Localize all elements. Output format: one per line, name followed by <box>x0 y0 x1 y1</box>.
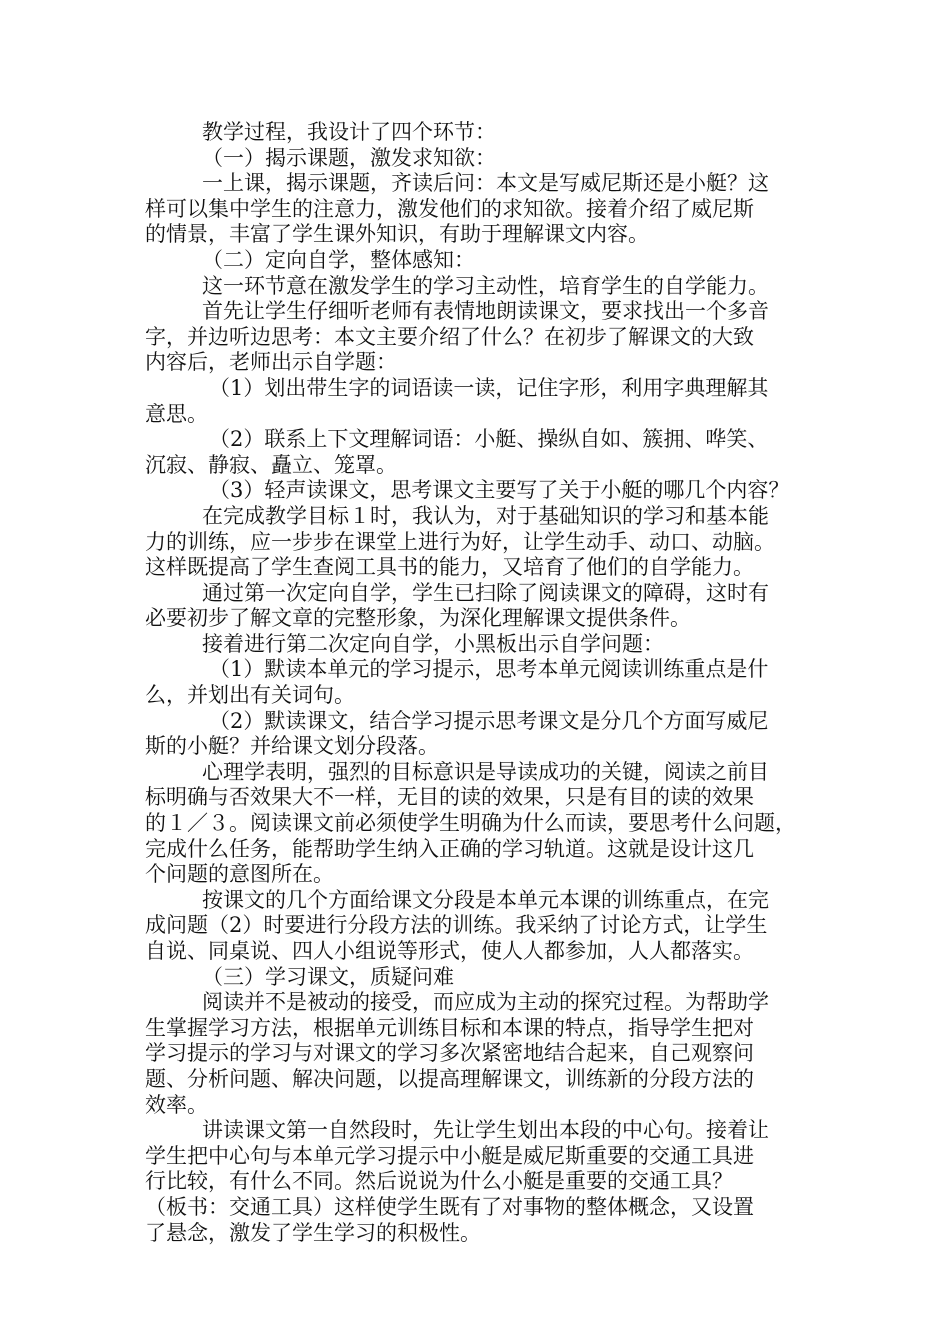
paragraph-line: 学生把中心句与本单元学习提示中小艇是威尼斯重要的交通工具进 <box>145 1143 754 1168</box>
paragraph-line: 必要初步了解文章的完整形象，为深化理解课文提供条件。 <box>145 606 691 631</box>
paragraph-line: 内容后，老师出示自学题： <box>145 350 397 375</box>
paragraph-line: 讲读课文第一自然段时，先让学生划出本段的中心句。接着让 <box>202 1118 769 1143</box>
paragraph-line: （一）揭示课题，激发求知欲： <box>202 145 496 170</box>
paragraph-line: 了悬念，激发了学生学习的积极性。 <box>145 1220 481 1245</box>
paragraph-line: 学习提示的学习与对课文的学习多次紧密地结合起来，自己观察问 <box>145 1041 754 1066</box>
paragraph-line: 斯的小艇？并给课文划分段落。 <box>145 734 439 759</box>
paragraph-line: 字，并边听边思考：本文主要介绍了什么？在初步了解课文的大致 <box>145 324 754 349</box>
paragraph-line: 标明确与否效果大不一样，无目的读的效果，只是有目的读的效果 <box>145 785 754 810</box>
paragraph-line: 按课文的几个方面给课文分段是本单元本课的训练重点，在完 <box>202 887 769 912</box>
paragraph-line: （二）定向自学，整体感知： <box>202 247 475 272</box>
paragraph-line: 生掌握学习方法，根据单元训练目标和本课的特点，指导学生把对 <box>145 1015 754 1040</box>
paragraph-line: 意思。 <box>145 401 208 426</box>
paragraph-line: 的情景，丰富了学生课外知识，有助于理解课文内容。 <box>145 222 649 247</box>
paragraph-line: 这一环节意在激发学生的学习主动性，培育学生的自学能力。 <box>202 273 769 298</box>
paragraph-line: 一上课，揭示课题，齐读后问：本文是写威尼斯还是小艇？这 <box>202 171 769 196</box>
paragraph-line: 这样既提高了学生查阅工具书的能力，又培育了他们的自学能力。 <box>145 555 754 580</box>
paragraph-line: 阅读并不是被动的接受，而应成为主动的探究过程。为帮助学 <box>202 990 769 1015</box>
paragraph-line: （三）学习课文，质疑问难 <box>202 964 454 989</box>
document-body <box>145 120 815 1246</box>
paragraph-line: （2）默读课文，结合学习提示思考课文是分几个方面写威尼 <box>209 708 769 733</box>
paragraph-line: 首先让学生仔细听老师有表情地朗读课文，要求找出一个多音 <box>202 299 769 324</box>
paragraph-line: 心理学表明，强烈的目标意识是导读成功的关键，阅读之前目 <box>202 759 769 784</box>
paragraph-line: 教学过程，我设计了四个环节： <box>202 120 496 144</box>
paragraph-line: （板书：交通工具）这样使学生既有了对事物的整体概念，又设置 <box>145 1194 754 1219</box>
paragraph-line: 接着进行第二次定向自学，小黑板出示自学问题： <box>202 631 664 656</box>
paragraph-line: （3）轻声读课文，思考课文主要写了关于小艇的哪几个内容？ <box>209 478 790 503</box>
paragraph-line: 通过第一次定向自学，学生已扫除了阅读课文的障碍，这时有 <box>202 580 769 605</box>
paragraph-line: 力的训练，应一步步在课堂上进行为好，让学生动手、动口、动脑。 <box>145 529 775 554</box>
paragraph-line: 的１／３。阅读课文前必须使学生明确为什么而读，要思考什么问题， <box>145 811 796 836</box>
paragraph-line: 效率。 <box>145 1092 208 1117</box>
paragraph-line: 么，并划出有关词句。 <box>145 683 355 708</box>
paragraph-line: （2）联系上下文理解词语：小艇、操纵自如、簇拥、哗笑、 <box>209 427 769 452</box>
paragraph-line: 题、分析问题、解决问题，以提高理解课文，训练新的分段方法的 <box>145 1066 754 1091</box>
paragraph-line: 完成什么任务，能帮助学生纳入正确的学习轨道。这就是设计这几 <box>145 836 754 861</box>
paragraph-line: 个问题的意图所在。 <box>145 862 334 887</box>
paragraph-line: 成问题（2）时要进行分段方法的训练。我采纳了讨论方式，让学生 <box>145 913 768 938</box>
paragraph-line: （1）默读本单元的学习提示，思考本单元阅读训练重点是什 <box>209 657 769 682</box>
paragraph-line: 在完成教学目标１时，我认为，对于基础知识的学习和基本能 <box>202 503 769 528</box>
paragraph-line: 样可以集中学生的注意力，激发他们的求知欲。接着介绍了威尼斯 <box>145 196 754 221</box>
paragraph-line: 行比较，有什么不同。然后说说为什么小艇是重要的交通工具？ <box>145 1169 733 1194</box>
paragraph-line: （1）划出带生字的词语读一读，记住字形，利用字典理解其 <box>209 375 769 400</box>
paragraph-line: 沉寂、静寂、矗立、笼罩。 <box>145 452 397 477</box>
paragraph-line: 自说、同桌说、四人小组说等形式，使人人都参加，人人都落实。 <box>145 939 754 963</box>
